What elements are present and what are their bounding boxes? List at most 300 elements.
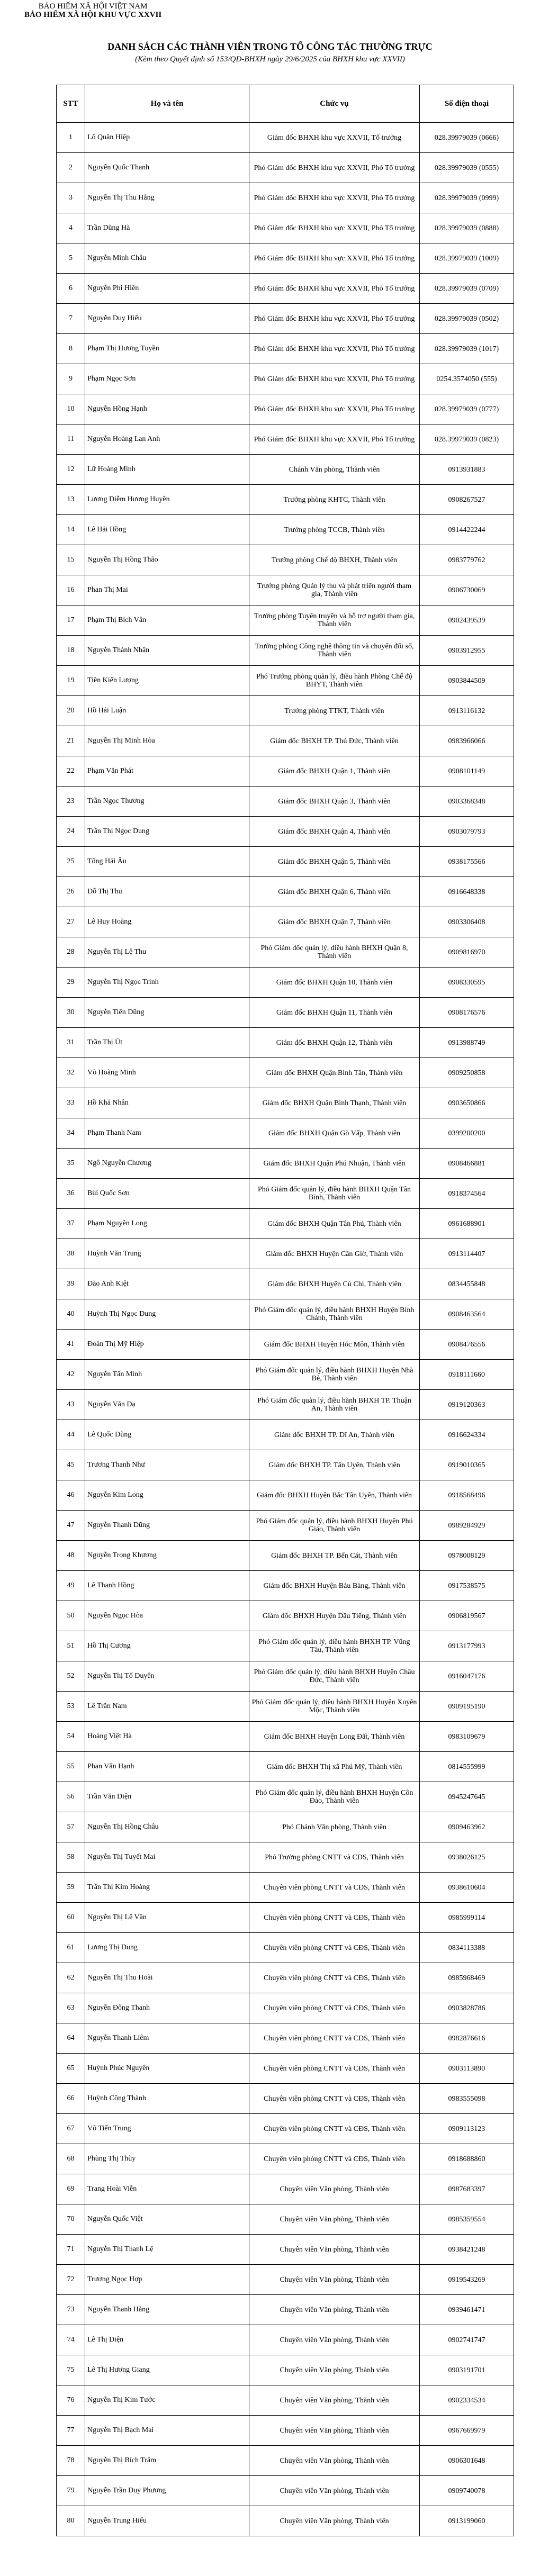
table-row xyxy=(57,1842,514,1873)
table-row xyxy=(57,2446,514,2476)
name-cell: Lê Thanh Hồng xyxy=(85,1571,249,1601)
stt-cell: 5 xyxy=(57,243,85,274)
stt-cell: 31 xyxy=(57,1028,85,1058)
stt-cell: 17 xyxy=(57,605,85,636)
phone-cell: 028.39979039 (0888) xyxy=(420,213,514,243)
name-cell: Nguyễn Quốc Thanh xyxy=(85,153,249,183)
name-cell: Phạm Thị Hương Tuyền xyxy=(85,334,249,364)
stt-cell: 4 xyxy=(57,213,85,243)
stt-cell: 41 xyxy=(57,1330,85,1360)
stt-cell: 63 xyxy=(57,1993,85,2023)
role-cell: Phó Giám đốc BHXH khu vực XXVII, Phó Tổ trưởng xyxy=(249,153,420,183)
stt-cell: 72 xyxy=(57,2265,85,2295)
stt-cell: 50 xyxy=(57,1601,85,1631)
name-cell: Nguyễn Thị Tố Duyên xyxy=(85,1661,249,1692)
stt-cell: 77 xyxy=(57,2416,85,2446)
name-cell: Nguyễn Hoàng Lan Anh xyxy=(85,424,249,455)
org-parent: BẢO HIỂM XÃ HỘI VIỆT NAM xyxy=(38,2,148,11)
phone-cell: 0982876616 xyxy=(420,2023,514,2054)
role-cell: Giám đốc BHXH Quận 4, Thành viên xyxy=(249,817,420,847)
stt-cell: 52 xyxy=(57,1661,85,1692)
phone-cell: 0903650866 xyxy=(420,1088,514,1118)
phone-cell: 0254.3574050 (555) xyxy=(420,364,514,394)
table-row xyxy=(57,1963,514,1993)
name-cell: Phạm Thị Bích Vân xyxy=(85,605,249,636)
role-cell: Giám đốc BHXH Quận Bình Thạnh, Thành viên xyxy=(249,1088,420,1118)
stt-cell: 8 xyxy=(57,334,85,364)
role-cell: Chuyên viên phòng CNTT và CĐS, Thành viên xyxy=(249,1903,420,1933)
phone-cell: 0908267527 xyxy=(420,485,514,515)
name-cell: Trần Văn Diện xyxy=(85,1782,249,1812)
role-cell: Phó Giám đốc BHXH khu vực XXVII, Phó Tổ trưởng xyxy=(249,424,420,455)
role-cell: Chuyên viên Văn phòng, Thành viên xyxy=(249,2325,420,2355)
name-cell: Huỳnh Công Thành xyxy=(85,2084,249,2114)
table-row xyxy=(57,2506,514,2536)
stt-cell: 9 xyxy=(57,364,85,394)
phone-cell: 028.39979039 (0777) xyxy=(420,394,514,424)
stt-cell: 22 xyxy=(57,756,85,787)
table-row xyxy=(57,968,514,998)
role-cell: Chuyên viên phòng CNTT và CĐS, Thành viên xyxy=(249,2054,420,2084)
table-row xyxy=(57,2054,514,2084)
stt-cell: 32 xyxy=(57,1058,85,1088)
stt-cell: 73 xyxy=(57,2295,85,2325)
name-cell: Hoàng Việt Hà xyxy=(85,1722,249,1752)
name-cell: Trần Dũng Hà xyxy=(85,213,249,243)
phone-cell: 028.39979039 (1009) xyxy=(420,243,514,274)
phone-cell: 0902334534 xyxy=(420,2385,514,2416)
phone-cell: 0916648338 xyxy=(420,877,514,907)
stt-cell: 36 xyxy=(57,1179,85,1209)
phone-cell: 0985968469 xyxy=(420,1963,514,1993)
table-row xyxy=(57,213,514,243)
table-row xyxy=(57,1722,514,1752)
table-row xyxy=(57,455,514,485)
phone-cell: 0945247645 xyxy=(420,1782,514,1812)
stt-cell: 39 xyxy=(57,1269,85,1299)
table-row xyxy=(57,1812,514,1842)
role-cell: Chuyên viên phòng CNTT và CĐS, Thành viên xyxy=(249,1993,420,2023)
name-cell: Trang Hoài Viễn xyxy=(85,2174,249,2204)
role-cell: Chuyên viên phòng CNTT và CĐS, Thành viên xyxy=(249,1873,420,1903)
role-cell: Trưởng phòng Quản lý thu và phát triển người tham gia, Thành viên xyxy=(249,575,420,605)
stt-cell: 6 xyxy=(57,274,85,304)
table-row xyxy=(57,1360,514,1390)
stt-cell: 2 xyxy=(57,153,85,183)
table-row xyxy=(57,787,514,817)
stt-cell: 67 xyxy=(57,2114,85,2144)
phone-cell: 0978008129 xyxy=(420,1541,514,1571)
role-cell: Giám đốc BHXH Quận 7, Thành viên xyxy=(249,907,420,937)
role-cell: Chuyên viên phòng CNTT và CĐS, Thành viên xyxy=(249,1963,420,1993)
role-cell: Phó Giám đốc BHXH khu vực XXVII, Phó Tổ trưởng xyxy=(249,334,420,364)
stt-cell: 46 xyxy=(57,1480,85,1511)
role-cell: Trưởng phòng KHTC, Thành viên xyxy=(249,485,420,515)
table-row xyxy=(57,545,514,575)
members-table xyxy=(56,85,514,2536)
table-row xyxy=(57,2114,514,2144)
name-cell: Lê Hải Hồng xyxy=(85,515,249,545)
name-cell: Trần Thị Út xyxy=(85,1028,249,1058)
phone-cell: 0903368348 xyxy=(420,787,514,817)
stt-cell: 37 xyxy=(57,1209,85,1239)
table-row xyxy=(57,2416,514,2446)
stt-cell: 48 xyxy=(57,1541,85,1571)
phone-cell: 028.39979039 (0999) xyxy=(420,183,514,213)
stt-cell: 33 xyxy=(57,1088,85,1118)
role-cell: Phó Giám đốc quản lý, điều hành BHXH TP. Thuận An, Thành viên xyxy=(249,1390,420,1420)
stt-cell: 49 xyxy=(57,1571,85,1601)
role-cell: Giám đốc BHXH Huyện Long Đất, Thành viên xyxy=(249,1722,420,1752)
phone-cell: 0903191701 xyxy=(420,2355,514,2385)
name-cell: Phạm Ngọc Sơn xyxy=(85,364,249,394)
stt-cell: 12 xyxy=(57,455,85,485)
role-cell: Chuyên viên Văn phòng, Thành viên xyxy=(249,2416,420,2446)
col-header-stt: STT xyxy=(57,85,85,123)
name-cell: Võ Tiến Trung xyxy=(85,2114,249,2144)
phone-cell: 0989284929 xyxy=(420,1511,514,1541)
role-cell: Phó Trưởng phòng CNTT và CĐS, Thành viên xyxy=(249,1842,420,1873)
phone-cell: 0903306408 xyxy=(420,907,514,937)
phone-cell: 0983966066 xyxy=(420,726,514,756)
table-row xyxy=(57,2355,514,2385)
table-row xyxy=(57,1028,514,1058)
name-cell: Phạm Văn Phát xyxy=(85,756,249,787)
role-cell: Giám đốc BHXH Huyện Dầu Tiếng, Thành viên xyxy=(249,1601,420,1631)
stt-cell: 60 xyxy=(57,1903,85,1933)
name-cell: Trần Thị Kim Hoàng xyxy=(85,1873,249,1903)
table-row xyxy=(57,1058,514,1088)
table-row xyxy=(57,2265,514,2295)
name-cell: Lê Quốc Dũng xyxy=(85,1420,249,1450)
name-cell: Nguyễn Tiến Dũng xyxy=(85,998,249,1028)
name-cell: Trương Ngọc Hợp xyxy=(85,2265,249,2295)
name-cell: Nguyễn Kim Long xyxy=(85,1480,249,1511)
name-cell: Nguyễn Thanh Liêm xyxy=(85,2023,249,2054)
role-cell: Chuyên viên Văn phòng, Thành viên xyxy=(249,2204,420,2235)
stt-cell: 35 xyxy=(57,1149,85,1179)
stt-cell: 71 xyxy=(57,2235,85,2265)
phone-cell: 0908476556 xyxy=(420,1330,514,1360)
stt-cell: 29 xyxy=(57,968,85,998)
phone-cell: 0983109679 xyxy=(420,1722,514,1752)
phone-cell: 028.39979039 (0502) xyxy=(420,304,514,334)
name-cell: Nguyễn Thị Bạch Mai xyxy=(85,2416,249,2446)
role-cell: Giám đốc BHXH Quận 1, Thành viên xyxy=(249,756,420,787)
table-row xyxy=(57,364,514,394)
table-header-row xyxy=(57,85,514,123)
phone-cell: 0913116132 xyxy=(420,696,514,726)
table-row xyxy=(57,1149,514,1179)
phone-cell: 0918688860 xyxy=(420,2144,514,2174)
name-cell: Nguyễn Ngọc Hòa xyxy=(85,1601,249,1631)
table-row xyxy=(57,1631,514,1661)
name-cell: Nguyễn Hồng Hạnh xyxy=(85,394,249,424)
name-cell: Nguyễn Quốc Việt xyxy=(85,2204,249,2235)
phone-cell: 0902439539 xyxy=(420,605,514,636)
stt-cell: 44 xyxy=(57,1420,85,1450)
role-cell: Phó Trưởng phòng quản lý, điều hành Phòng Chế độ BHYT, Thành viên xyxy=(249,666,420,696)
role-cell: Giám đốc BHXH Quận 11, Thành viên xyxy=(249,998,420,1028)
stt-cell: 51 xyxy=(57,1631,85,1661)
name-cell: Nguyễn Phi Hiền xyxy=(85,274,249,304)
phone-cell: 0909113123 xyxy=(420,2114,514,2144)
phone-cell: 028.39979039 (0823) xyxy=(420,424,514,455)
stt-cell: 26 xyxy=(57,877,85,907)
name-cell: Nguyễn Thị Hồng Thảo xyxy=(85,545,249,575)
phone-cell: 0909463962 xyxy=(420,1812,514,1842)
table-row xyxy=(57,998,514,1028)
phone-cell: 0916624334 xyxy=(420,1420,514,1450)
table-row xyxy=(57,123,514,153)
name-cell: Nguyễn Thanh Dũng xyxy=(85,1511,249,1541)
table-row xyxy=(57,696,514,726)
role-cell: Phó Chánh Văn phòng, Thành viên xyxy=(249,1812,420,1842)
stt-cell: 57 xyxy=(57,1812,85,1842)
name-cell: Ngô Nguyễn Chương xyxy=(85,1149,249,1179)
stt-cell: 34 xyxy=(57,1118,85,1149)
stt-cell: 65 xyxy=(57,2054,85,2084)
stt-cell: 16 xyxy=(57,575,85,605)
stt-cell: 21 xyxy=(57,726,85,756)
role-cell: Chuyên viên Văn phòng, Thành viên xyxy=(249,2385,420,2416)
table-row xyxy=(57,1118,514,1149)
table-row xyxy=(57,1541,514,1571)
phone-cell: 0834455848 xyxy=(420,1269,514,1299)
role-cell: Phó Giám đốc BHXH khu vực XXVII, Phó Tổ trưởng xyxy=(249,243,420,274)
phone-cell: 0903828786 xyxy=(420,1993,514,2023)
name-cell: Hồ Hải Luận xyxy=(85,696,249,726)
role-cell: Chuyên viên Văn phòng, Thành viên xyxy=(249,2355,420,2385)
name-cell: Lữ Hoàng Minh xyxy=(85,455,249,485)
name-cell: Nguyễn Thị Kim Tước xyxy=(85,2385,249,2416)
role-cell: Chuyên viên Văn phòng, Thành viên xyxy=(249,2295,420,2325)
stt-cell: 28 xyxy=(57,937,85,968)
name-cell: Nguyễn Thị Tuyết Mai xyxy=(85,1842,249,1873)
stt-cell: 75 xyxy=(57,2355,85,2385)
stt-cell: 47 xyxy=(57,1511,85,1541)
phone-cell: 0913177993 xyxy=(420,1631,514,1661)
role-cell: Chuyên viên Văn phòng, Thành viên xyxy=(249,2476,420,2506)
name-cell: Trần Thị Ngọc Dung xyxy=(85,817,249,847)
name-cell: Tiền Kiến Lượng xyxy=(85,666,249,696)
role-cell: Giám đốc BHXH Quận Tân Phú, Thành viên xyxy=(249,1209,420,1239)
stt-cell: 27 xyxy=(57,907,85,937)
role-cell: Chuyên viên phòng CNTT và CĐS, Thành viên xyxy=(249,2084,420,2114)
name-cell: Nguyễn Thị Lệ Vân xyxy=(85,1903,249,1933)
stt-cell: 68 xyxy=(57,2144,85,2174)
document-subtitle: (Kèm theo Quyết định số 153/QĐ-BHXH ngày 29/6/2025 của BHXH khu vực XXVII) xyxy=(135,55,405,64)
role-cell: Giám đốc BHXH Quận 12, Thành viên xyxy=(249,1028,420,1058)
name-cell: Lê Thị Hương Giang xyxy=(85,2355,249,2385)
role-cell: Giám đốc BHXH TP. Dĩ An, Thành viên xyxy=(249,1420,420,1450)
table-row xyxy=(57,334,514,364)
stt-cell: 64 xyxy=(57,2023,85,2054)
stt-cell: 20 xyxy=(57,696,85,726)
table-row xyxy=(57,605,514,636)
name-cell: Trương Thanh Như xyxy=(85,1450,249,1480)
table-row xyxy=(57,1692,514,1722)
table-row xyxy=(57,1330,514,1360)
role-cell: Phó Giám đốc quản lý, điều hành BHXH TP. Vũng Tàu, Thành viên xyxy=(249,1631,420,1661)
name-cell: Nguyễn Tấn Minh xyxy=(85,1360,249,1390)
table-row xyxy=(57,1511,514,1541)
table-row xyxy=(57,2144,514,2174)
phone-cell: 0983779762 xyxy=(420,545,514,575)
stt-cell: 14 xyxy=(57,515,85,545)
table-row xyxy=(57,515,514,545)
role-cell: Phó Giám đốc quản lý, điều hành BHXH Huyện Bình Chánh, Thành viên xyxy=(249,1299,420,1330)
role-cell: Giám đốc BHXH Quận Phú Nhuận, Thành viên xyxy=(249,1149,420,1179)
table-row xyxy=(57,1571,514,1601)
name-cell: Nguyễn Thị Bích Trâm xyxy=(85,2446,249,2476)
phone-cell: 0903844509 xyxy=(420,666,514,696)
name-cell: Huỳnh Phúc Nguyên xyxy=(85,2054,249,2084)
table-row xyxy=(57,817,514,847)
stt-cell: 25 xyxy=(57,847,85,877)
table-row xyxy=(57,1299,514,1330)
role-cell: Giám đốc BHXH Huyện Hóc Môn, Thành viên xyxy=(249,1330,420,1360)
phone-cell: 0987683397 xyxy=(420,2174,514,2204)
name-cell: Hồ Khả Nhân xyxy=(85,1088,249,1118)
role-cell: Chuyên viên Văn phòng, Thành viên xyxy=(249,2174,420,2204)
table-row xyxy=(57,1752,514,1782)
table-row xyxy=(57,1873,514,1903)
name-cell: Nguyễn Thị Minh Hòa xyxy=(85,726,249,756)
stt-cell: 59 xyxy=(57,1873,85,1903)
stt-cell: 69 xyxy=(57,2174,85,2204)
phone-cell: 0814555999 xyxy=(420,1752,514,1782)
table-row xyxy=(57,1601,514,1631)
table-row xyxy=(57,1450,514,1480)
phone-cell: 0918111660 xyxy=(420,1360,514,1390)
role-cell: Chuyên viên phòng CNTT và CĐS, Thành viên xyxy=(249,1933,420,1963)
table-row xyxy=(57,2385,514,2416)
name-cell: Hồ Thị Cương xyxy=(85,1631,249,1661)
document-title: DANH SÁCH CÁC THÀNH VIÊN TRONG TỔ CÔNG TÁC THƯỜNG TRỰC xyxy=(107,41,433,52)
table-row xyxy=(57,153,514,183)
org-header xyxy=(24,2,161,19)
name-cell: Lô Quân Hiệp xyxy=(85,123,249,153)
stt-cell: 54 xyxy=(57,1722,85,1752)
phone-cell: 0938421248 xyxy=(420,2235,514,2265)
phone-cell: 028.39979039 (0666) xyxy=(420,123,514,153)
role-cell: Chuyên viên phòng CNTT và CĐS, Thành viên xyxy=(249,2023,420,2054)
phone-cell: 0909816970 xyxy=(420,937,514,968)
phone-cell: 0938610604 xyxy=(420,1873,514,1903)
name-cell: Nguyễn Thị Thu Hoài xyxy=(85,1963,249,1993)
name-cell: Đỗ Thị Thu xyxy=(85,877,249,907)
phone-cell: 0916047176 xyxy=(420,1661,514,1692)
role-cell: Chánh Văn phòng, Thành viên xyxy=(249,455,420,485)
table-row xyxy=(57,485,514,515)
role-cell: Chuyên viên phòng CNTT và CĐS, Thành viên xyxy=(249,2144,420,2174)
table-row xyxy=(57,1269,514,1299)
name-cell: Nguyễn Thanh Hằng xyxy=(85,2295,249,2325)
phone-cell: 028.39979039 (0555) xyxy=(420,153,514,183)
org-unit: BẢO HIỂM XÃ HỘI KHU VỰC XXVII xyxy=(24,11,162,19)
name-cell: Đào Anh Kiệt xyxy=(85,1269,249,1299)
phone-cell: 0919543269 xyxy=(420,2265,514,2295)
table-row xyxy=(57,183,514,213)
name-cell: Phùng Thị Thùy xyxy=(85,2144,249,2174)
role-cell: Phó Giám đốc BHXH khu vực XXVII, Phó Tổ trưởng xyxy=(249,394,420,424)
name-cell: Nguyễn Đông Thanh xyxy=(85,1993,249,2023)
stt-cell: 43 xyxy=(57,1390,85,1420)
stt-cell: 10 xyxy=(57,394,85,424)
phone-cell: 0908330595 xyxy=(420,968,514,998)
name-cell: Lê Thị Diện xyxy=(85,2325,249,2355)
phone-cell: 0985359554 xyxy=(420,2204,514,2235)
name-cell: Nguyễn Trung Hiếu xyxy=(85,2506,249,2536)
phone-cell: 0939461471 xyxy=(420,2295,514,2325)
name-cell: Nguyễn Thị Hồng Châu xyxy=(85,1812,249,1842)
role-cell: Trưởng phòng Công nghệ thông tin và chuyển đổi số, Thành viên xyxy=(249,636,420,666)
stt-cell: 78 xyxy=(57,2446,85,2476)
role-cell: Phó Giám đốc quản lý, điều hành BHXH Huyện Xuyên Mộc, Thành viên xyxy=(249,1692,420,1722)
table-row xyxy=(57,2235,514,2265)
role-cell: Giám đốc BHXH TP. Bến Cát, Thành viên xyxy=(249,1541,420,1571)
name-cell: Huỳnh Văn Trung xyxy=(85,1239,249,1269)
name-cell: Phạm Nguyên Long xyxy=(85,1209,249,1239)
phone-cell: 0913199060 xyxy=(420,2506,514,2536)
stt-cell: 80 xyxy=(57,2506,85,2536)
table-row xyxy=(57,847,514,877)
phone-cell: 0903113890 xyxy=(420,2054,514,2084)
table-row xyxy=(57,2204,514,2235)
table-row xyxy=(57,424,514,455)
role-cell: Phó Giám đốc BHXH khu vực XXVII, Phó Tổ trưởng xyxy=(249,213,420,243)
stt-cell: 23 xyxy=(57,787,85,817)
role-cell: Chuyên viên Văn phòng, Thành viên xyxy=(249,2265,420,2295)
role-cell: Giám đốc BHXH khu vực XXVII, Tổ trưởng xyxy=(249,123,420,153)
role-cell: Chuyên viên Văn phòng, Thành viên xyxy=(249,2446,420,2476)
table-row xyxy=(57,2084,514,2114)
name-cell: Nguyễn Duy Hiếu xyxy=(85,304,249,334)
phone-cell: 0967669979 xyxy=(420,2416,514,2446)
role-cell: Chuyên viên Văn phòng, Thành viên xyxy=(249,2506,420,2536)
table-row xyxy=(57,575,514,605)
phone-cell: 0908463564 xyxy=(420,1299,514,1330)
stt-cell: 7 xyxy=(57,304,85,334)
stt-cell: 13 xyxy=(57,485,85,515)
name-cell: Nguyễn Trọng Khương xyxy=(85,1541,249,1571)
phone-cell: 0913988749 xyxy=(420,1028,514,1058)
stt-cell: 24 xyxy=(57,817,85,847)
stt-cell: 62 xyxy=(57,1963,85,1993)
phone-cell: 0909740078 xyxy=(420,2476,514,2506)
phone-cell: 028.39979039 (0709) xyxy=(420,274,514,304)
stt-cell: 74 xyxy=(57,2325,85,2355)
name-cell: Bùi Quốc Sơn xyxy=(85,1179,249,1209)
phone-cell: 0908176576 xyxy=(420,998,514,1028)
table-row xyxy=(57,1480,514,1511)
phone-cell: 0919120363 xyxy=(420,1390,514,1420)
stt-cell: 40 xyxy=(57,1299,85,1330)
phone-cell: 0983555098 xyxy=(420,2084,514,2114)
phone-cell: 0914422244 xyxy=(420,515,514,545)
table-row xyxy=(57,756,514,787)
role-cell: Giám đốc BHXH Quận Gò Vấp, Thành viên xyxy=(249,1118,420,1149)
role-cell: Phó Giám đốc quản lý, điều hành BHXH Huyện Châu Đức, Thành viên xyxy=(249,1661,420,1692)
role-cell: Phó Giám đốc quản lý, điều hành BHXH Quận Tân Bình, Thành viên xyxy=(249,1179,420,1209)
table-row xyxy=(57,1782,514,1812)
name-cell: Đoàn Thị Mỹ Hiệp xyxy=(85,1330,249,1360)
name-cell: Nguyễn Thành Nhân xyxy=(85,636,249,666)
stt-cell: 55 xyxy=(57,1752,85,1782)
phone-cell: 0903079793 xyxy=(420,817,514,847)
stt-cell: 19 xyxy=(57,666,85,696)
